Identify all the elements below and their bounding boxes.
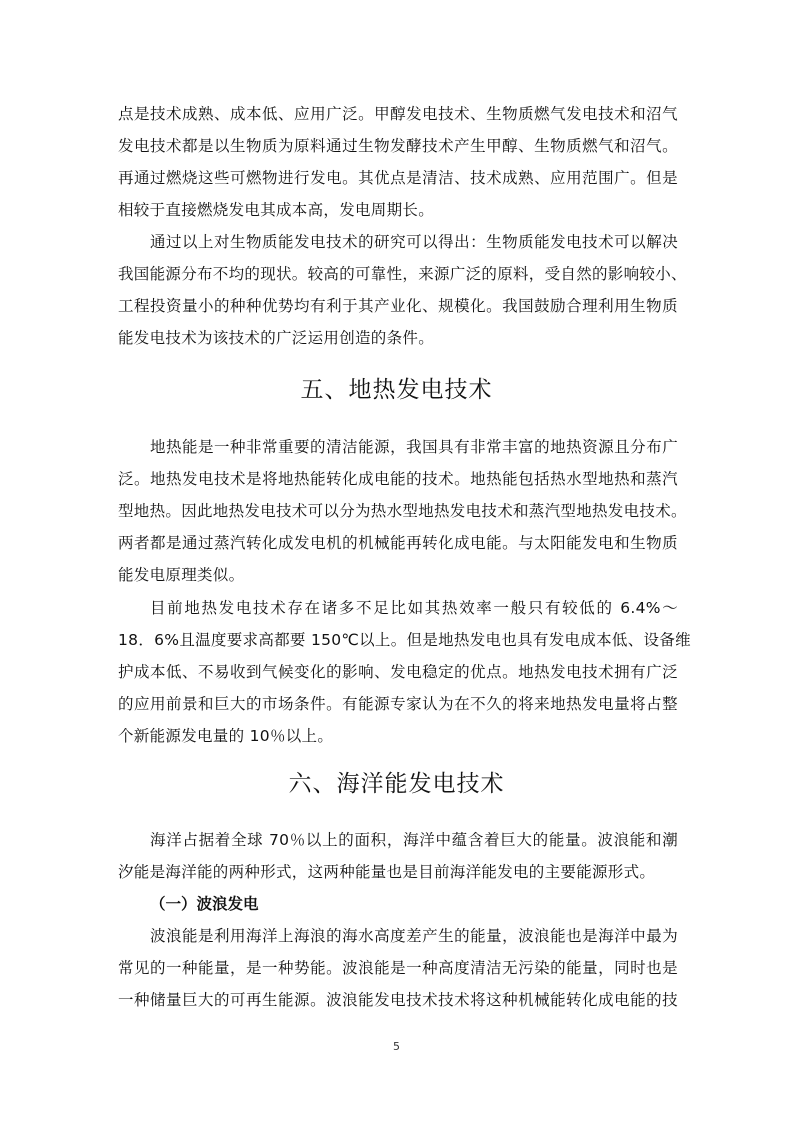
text-line: 目前地热发电技术存在诸多不足比如其热效率一般只有较低的 6.4%～	[150, 599, 678, 617]
text-line: 相较于直接燃烧发电其成本高，发电周期长。	[118, 201, 435, 219]
text-line: 泛。地热发电技术是将地热能转化成电能的技术。地热能包括热水型地热和蒸汽	[118, 470, 678, 488]
text-line: 发电技术都是以生物质为原料通过生物发酵技术产生甲醇、生物质燃气和沼气。	[118, 137, 678, 155]
page-number: 5	[393, 1040, 400, 1053]
text-line: 点是技术成熟、成本低、应用广泛。甲醇发电技术、生物质燃气发电技术和沼气	[118, 105, 678, 123]
text-line: 的应用前景和巨大的市场条件。有能源专家认为在不久的将来地热发电量将占整	[118, 695, 678, 713]
text-line: 护成本低、不易收到气候变化的影响、发电稳定的优点。地热发电技术拥有广泛	[118, 663, 678, 681]
text-line: 再通过燃烧这些可燃物进行发电。其优点是清洁、技术成熟、应用范围广。但是	[118, 169, 678, 187]
section-heading: 五、地热发电技术	[300, 377, 493, 403]
text-line: 两者都是通过蒸汽转化成发电机的机械能再转化成电能。与太阳能发电和生物质	[118, 534, 678, 552]
text-line: 型地热。因此地热发电技术可以分为热水型地热发电技术和蒸汽型地热发电技术。	[118, 502, 687, 520]
text-line: 海洋占据着全球 70％以上的面积，海洋中蕴含着巨大的能量。波浪能和潮	[150, 831, 678, 849]
text-line: 工程投资量小的种种优势均有利于其产业化、规模化。我国鼓励合理利用生物质	[118, 297, 678, 315]
text-line: 地热能是一种非常重要的清洁能源，我国具有非常丰富的地热资源且分布广	[150, 438, 678, 456]
text-line: 我国能源分布不均的现状。较高的可靠性，来源广泛的原料，受自然的影响较小、	[118, 265, 687, 283]
text-line: 常见的一种能量，是一种势能。波浪能是一种高度清洁无污染的能量，同时也是	[118, 959, 678, 977]
text-line: 18．6%且温度要求高都要 150℃以上。但是地热发电也具有发电成本低、设备维	[118, 631, 691, 649]
text-line: 通过以上对生物质能发电技术的研究可以得出：生物质能发电技术可以解决	[150, 233, 678, 251]
text-line: 能发电原理类似。	[118, 566, 245, 584]
text-line: 汐能是海洋能的两种形式，这两种能量也是目前海洋能发电的主要能源形式。	[118, 863, 656, 881]
text-line: 一种储量巨大的可再生能源。波浪能发电技术技术将这种机械能转化成电能的技	[118, 991, 678, 1009]
text-line: 能发电技术为该技术的广泛运用创造的条件。	[118, 329, 435, 347]
section-heading: 六、海洋能发电技术	[288, 771, 505, 797]
text-line: 波浪能是利用海洋上海浪的海水高度差产生的能量，波浪能也是海洋中最为	[150, 927, 678, 945]
text-line: 个新能源发电量的 10％以上。	[118, 727, 334, 745]
subsection-heading: （一）波浪发电	[150, 895, 259, 913]
